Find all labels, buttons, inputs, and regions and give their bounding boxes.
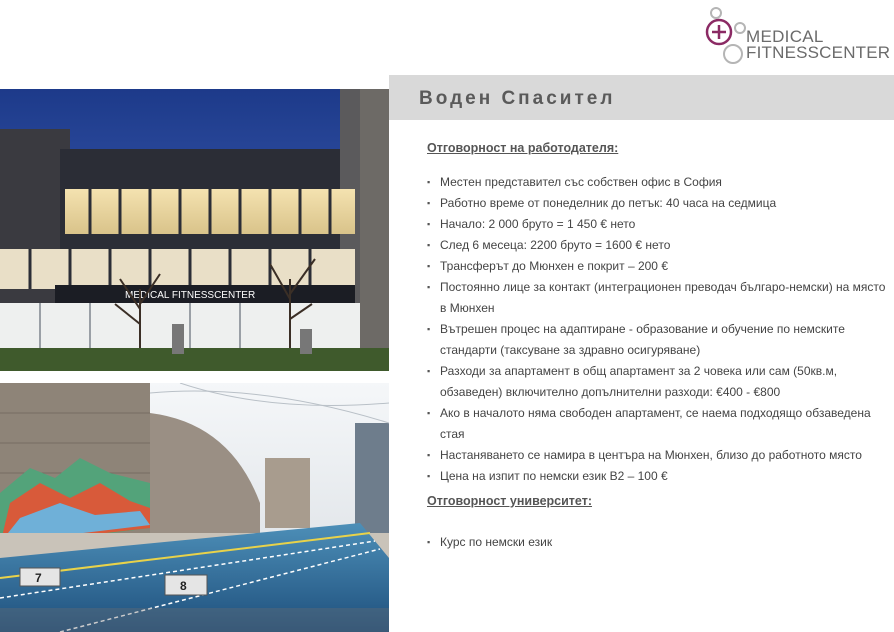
list-item: ▪ Начало: 2 000 бруто = 1 450 € нето: [427, 214, 892, 235]
building-photo: [0, 89, 389, 371]
lane-block-label: 7: [35, 571, 42, 585]
university-list: [427, 532, 892, 553]
list-item: ▪ Местен представител със собствен офис в София: [427, 172, 892, 193]
list-item: ▪ Трансферът до Мюнхен е покрит – 200 €: [427, 256, 892, 277]
list-item: ▪ Курс по немски език: [427, 532, 892, 553]
building-sign-text: MEDICAL FITNESSCENTER: [125, 290, 256, 301]
logo-text-fitnesscenter: FITNESSCENTER: [746, 43, 891, 62]
title-bar: [389, 75, 894, 120]
list-item: ▪ След 6 месеца: 2200 бруто = 1600 € нето: [427, 235, 892, 256]
university-heading: Отговорност университет:: [427, 494, 593, 508]
company-logo: [702, 4, 891, 68]
employer-list: [427, 172, 892, 487]
list-item: ▪ Ако в началото няма свободен апартамент, се наема подходящо обзаведена стая: [427, 403, 892, 445]
page-title: Воден Спасител: [419, 88, 616, 109]
list-item: ▪ Разходи за апартамент в общ апартамент за 2 човека или сам (50кв.м, обзаведен) включително допълнителни разходи: €400 - €800: [427, 361, 892, 403]
list-item: ▪ Работно време от понеделник до петък: 40 часа на седмица: [427, 193, 892, 214]
employer-heading: Отговорност на работодателя:: [427, 141, 619, 155]
list-item: ▪ Цена на изпит по немски език В2 – 100 €: [427, 466, 892, 487]
logo-circles-icon: [702, 4, 746, 68]
pool-photo: [0, 383, 389, 632]
list-item: ▪ Настаняването се намира в центъра на Мюнхен, близо до работното място: [427, 445, 892, 466]
lane-block-label: 8: [180, 579, 187, 593]
logo-text-medical: MEDICAL: [746, 27, 824, 46]
list-item: ▪ Постоянно лице за контакт (интеграционен преводач българо-немски) на място в Мюнхен: [427, 277, 892, 319]
list-item: ▪ Вътрешен процес на адаптиране - образование и обучение по немските стандарти (таксуване за здравно осигуряване): [427, 319, 892, 361]
